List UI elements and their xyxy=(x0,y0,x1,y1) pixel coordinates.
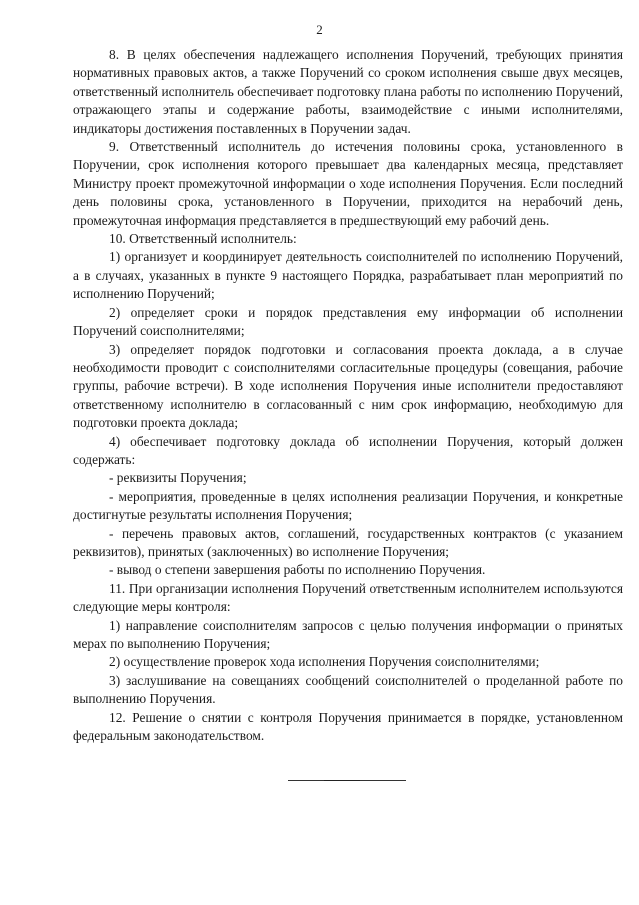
paragraph-item-11-3: 3) заслушивание на совещаниях сообщений соисполнителей о проделанной работе по выполнению Поручения. xyxy=(73,672,623,707)
paragraph-item-11-1: 1) направление соисполнителям запросов с целью получения информации о принятых мерах по выполнению Поручения; xyxy=(73,617,623,651)
list-item-requisites: - реквизиты Поручения; xyxy=(109,470,247,486)
paragraph-item-9: 9. Ответственный исполнитель до истечения половины срока, установленного в Поручении, срок исполнения которого превышает два календарных месяца, представляет Министру проект промежуточной информации о ходе исполнения Поручения. Если последний день половины срока, установленного в Поручении, приходится на нерабочий день, промежуточная информация представляется в предшествующий ему рабочий день. xyxy=(73,139,623,228)
list-item-conclusion: - вывод о степени завершения работы по исполнению Поручения. xyxy=(109,562,486,578)
paragraph-item-10-2: 2) определяет сроки и порядок представления ему информации об исполнении Поручений соисполнителями; xyxy=(73,304,623,339)
paragraph-item-11-2: 2) осуществление проверок хода исполнения Поручения соисполнителями; xyxy=(109,654,540,670)
page-number: 2 xyxy=(316,22,323,37)
list-item-measures: - мероприятия, проведенные в целях исполнения реализации Поручения, и конкретные достигнутые результаты исполнения Поручения; xyxy=(73,488,623,523)
paragraph-item-10-3: 3) определяет порядок подготовки и согласования проекта доклада, а в случае необходимости проводит с соисполнителями согласительные процедуры (совещания, рабочие группы, рабочие встречи). В ходе исполнения Поручения иные исполнители предоставляют ответственному исполнителю в согласованный с ним срок информацию, необходимую для подготовки проекта доклада; xyxy=(73,341,623,431)
paragraph-item-10: 10. Ответственный исполнитель: xyxy=(109,231,297,247)
paragraph-item-10-1: 1) организует и координирует деятельность соисполнителей по исполнению Поручений, а в случаях, указанных в пункте 9 настоящего Порядка, разрабатывает план мероприятий по исполнению Поручений; xyxy=(73,249,623,302)
paragraph-item-8: 8. В целях обеспечения надлежащего исполнения Поручений, требующих принятия нормативных правовых актов, а также Поручений со сроком исполнения свыше двух месяцев, ответственный исполнитель обеспечивает подготовку плана работы по исполнению Поручений, отражающего этапы и содержание работы, взаимодействие с иными исполнителями, индикаторы достижения поставленных в Поручении задач. xyxy=(73,47,623,136)
document-body xyxy=(73,46,623,745)
paragraph-item-12: 12. Решение о снятии с контроля Поручения принимается в порядке, установленном федеральным законодательством. xyxy=(73,709,623,744)
list-item-legal-acts: - перечень правовых актов, соглашений, государственных контрактов (с указанием реквизитов), принятых (заключенных) во исполнение Поручения; xyxy=(73,525,623,559)
paragraph-item-11: 11. При организации исполнения Поручений ответственным исполнителем используются следующие меры контроля: xyxy=(73,580,623,615)
paragraph-item-10-4: 4) обеспечивает подготовку доклада об исполнении Поручения, который должен содержать: xyxy=(73,433,623,467)
end-of-document-divider xyxy=(288,780,406,781)
